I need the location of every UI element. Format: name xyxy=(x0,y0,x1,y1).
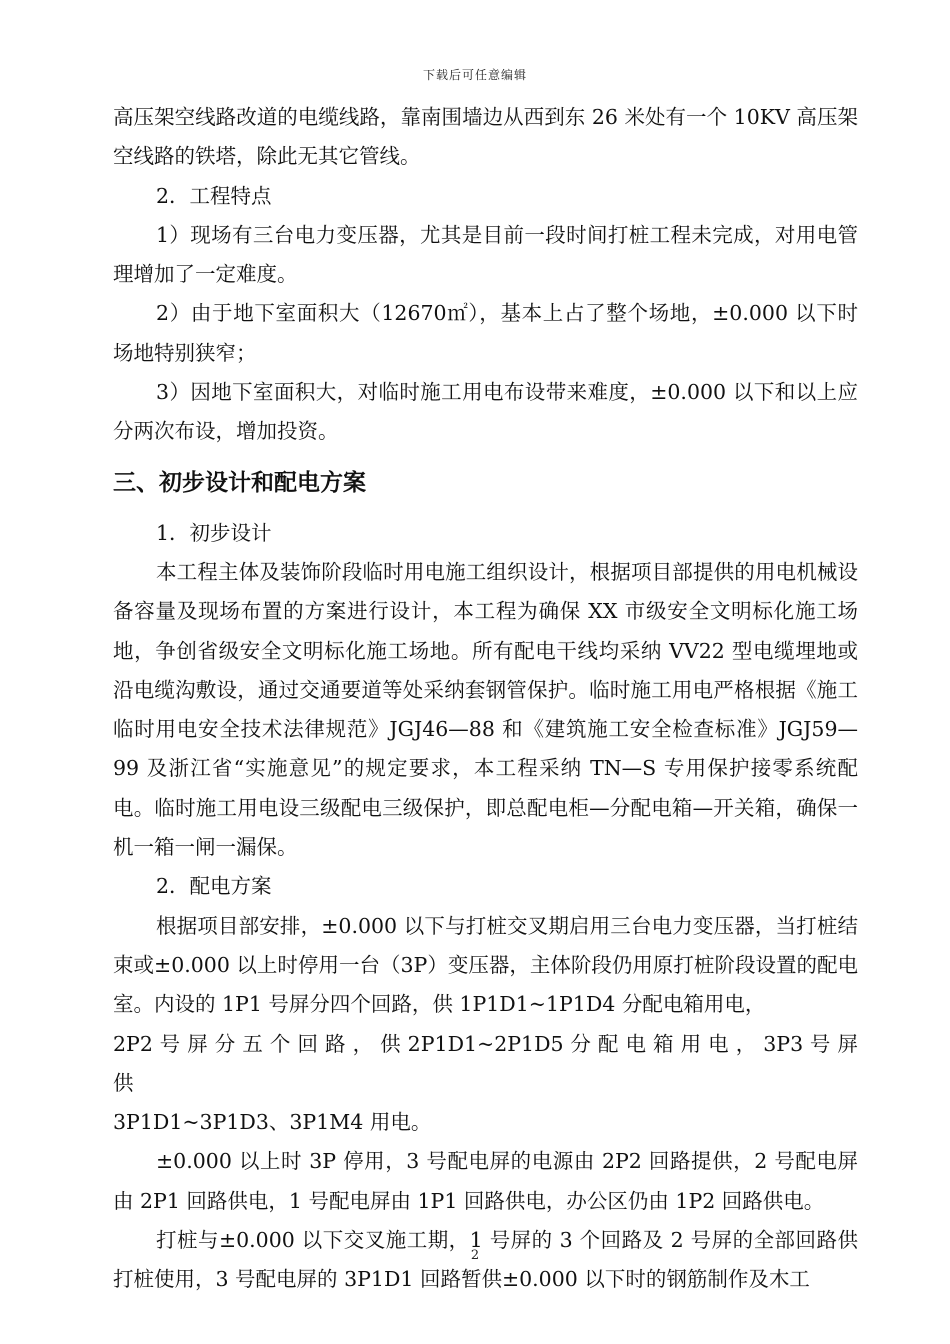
paragraph-distribution-plan-c: 3P1D1~3P1D3、3P1M4 用电。 xyxy=(113,1110,432,1135)
document-body xyxy=(113,98,858,1300)
section-title: 三、初步设计和配电方案 xyxy=(113,468,366,496)
list-item-1: 1）现场有三台电力变压器，尤其是目前一段时间打桩工程未完成，对用电管理增加了一定难度。 xyxy=(113,222,858,287)
paragraph-distribution-plan-a: 根据项目部安排，±0.000 以下与打桩交叉期启用三台电力变压器，当打桩结束或±0.000 以上时停用一台（3P）变压器，主体阶段仍用原打桩阶段设置的配电室。内设的 1P1 号屏分四个回路，供 1P1D1~1P1D4 分配电箱用电， xyxy=(113,913,858,1017)
paragraph-piling-period: 打桩与±0.000 以下交叉施工期，1 号屏的 3 个回路及 2 号屏的全部回路供打桩使用，3 号配电屏的 3P1D1 回路暂供±0.000 以下时的钢筋制作及木工 xyxy=(113,1228,858,1292)
list-item-2: 2）由于地下室面积大（12670㎡），基本上占了整个场地，±0.000 以下时场地特别狭窄； xyxy=(113,301,858,365)
subheading-engineering-features: 2．工程特点 xyxy=(156,183,272,208)
list-item-3: 3）因地下室面积大，对临时施工用电布设带来难度，±0.000 以下和以上应分两次布设，增加投资。 xyxy=(113,380,858,444)
page-number: 2 xyxy=(470,1248,480,1263)
paragraph-continuation: 高压架空线路改道的电缆线路，靠南围墙边从西到东 26 米处有一个 10KV 高压架空线路的铁塔，除此无其它管线。 xyxy=(113,105,858,169)
paragraph-above-zero: ±0.000 以上时 3P 停用，3 号配电屏的电源由 2P2 回路提供，2 号配电屏由 2P1 回路供电，1 号配电屏由 1P1 回路供电，办公区仍由 1P2 回路供电。 xyxy=(113,1149,858,1213)
subheading-preliminary-design: 1．初步设计 xyxy=(156,520,272,545)
subheading-power-distribution-plan: 2．配电方案 xyxy=(156,874,272,899)
page-header: 下载后可任意编辑 xyxy=(422,68,527,82)
paragraph-preliminary-design: 本工程主体及装饰阶段临时用电施工组织设计，根据项目部提供的用电机械设备容量及现场布置的方案进行设计，本工程为确保 XX 市级安全文明标化施工场地，争创省级安全文明标化施工场地。所有配电干线均采纳 VV22 型电缆埋地或沿电缆沟敷设，通过交通要道等处采纳套钢管保护。临时施工用电严格根据《施工临时用电安全技术法律规范》JGJ46—88 和《建筑施工安全检查标准》JGJ59—99 及浙江省“实施意见”的规定要求，本工程采纳 TN—S 专用保护接零系统配电。临时施工用电设三级配电三级保护，即总配电柜—分配电箱—开关箱，确保一机一箱一闸一漏保。 xyxy=(113,559,858,860)
paragraph-distribution-plan-b: 2P2 号 屏 分 五 个 回 路 ， 供 2P1D1~2P1D5 分 配 电 箱 用 电 ， 3P3 号 屏 供 xyxy=(113,1031,858,1095)
